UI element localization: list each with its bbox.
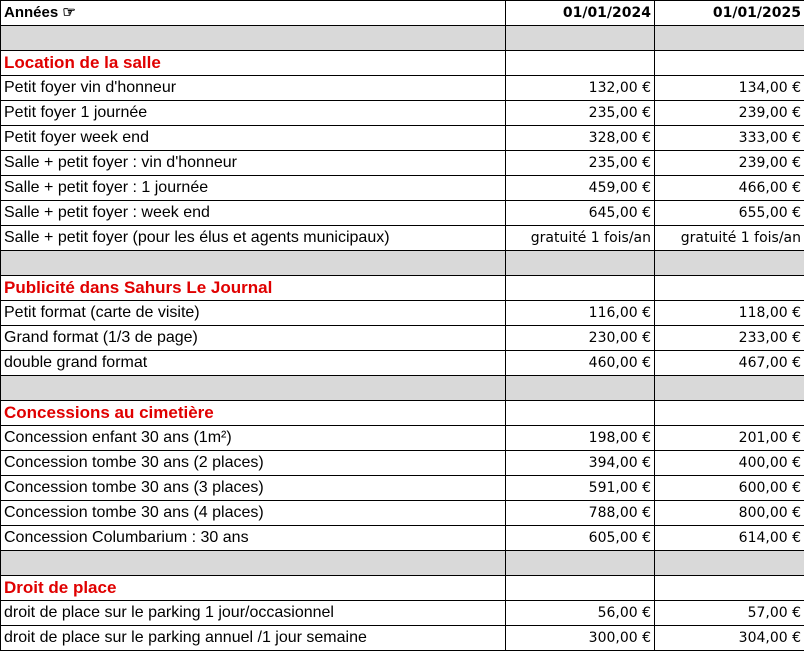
item-label[interactable]: Concession tombe 30 ans (2 places) — [1, 451, 506, 476]
pointing-hand-icon: ☞ — [62, 4, 75, 21]
separator-row — [1, 251, 804, 276]
table-row — [1, 601, 804, 626]
table-row — [1, 126, 804, 151]
empty-cell[interactable] — [655, 576, 804, 601]
price-2025[interactable]: gratuité 1 fois/an — [655, 226, 804, 251]
item-label[interactable]: Salle + petit foyer : week end — [1, 201, 506, 226]
section-title[interactable]: Concessions au cimetière — [1, 401, 506, 426]
header-year-2024[interactable]: 01/01/2024 — [506, 1, 655, 26]
separator-cell[interactable] — [655, 551, 804, 576]
separator-cell[interactable] — [1, 551, 506, 576]
separator-cell[interactable] — [655, 251, 804, 276]
table-row — [1, 626, 804, 651]
header-year-2025[interactable]: 01/01/2025 — [655, 1, 804, 26]
price-2024[interactable]: 394,00 € — [506, 451, 655, 476]
item-label[interactable]: Salle + petit foyer (pour les élus et agents municipaux) — [1, 226, 506, 251]
table-row — [1, 476, 804, 501]
price-2024[interactable]: 591,00 € — [506, 476, 655, 501]
separator-cell[interactable] — [506, 376, 655, 401]
table-row — [1, 301, 804, 326]
price-2025[interactable]: 333,00 € — [655, 126, 804, 151]
section-header-row — [1, 51, 804, 76]
price-2025[interactable]: 57,00 € — [655, 601, 804, 626]
price-2025[interactable]: 400,00 € — [655, 451, 804, 476]
separator-cell[interactable] — [506, 551, 655, 576]
empty-cell[interactable] — [506, 276, 655, 301]
item-label[interactable]: Petit format (carte de visite) — [1, 301, 506, 326]
price-2024[interactable]: 460,00 € — [506, 351, 655, 376]
price-2024[interactable]: 198,00 € — [506, 426, 655, 451]
header-label: Années — [4, 4, 58, 21]
header-row — [1, 1, 804, 26]
price-2025[interactable]: 467,00 € — [655, 351, 804, 376]
separator-cell[interactable] — [1, 376, 506, 401]
price-2024[interactable]: 230,00 € — [506, 326, 655, 351]
price-2025[interactable]: 233,00 € — [655, 326, 804, 351]
table-row — [1, 351, 804, 376]
price-2025[interactable]: 655,00 € — [655, 201, 804, 226]
table-row — [1, 501, 804, 526]
item-label[interactable]: Concession tombe 30 ans (3 places) — [1, 476, 506, 501]
table-row — [1, 426, 804, 451]
empty-cell[interactable] — [655, 51, 804, 76]
item-label[interactable]: Grand format (1/3 de page) — [1, 326, 506, 351]
table-row — [1, 451, 804, 476]
price-2025[interactable]: 800,00 € — [655, 501, 804, 526]
section-title[interactable]: Droit de place — [1, 576, 506, 601]
table-row — [1, 101, 804, 126]
table-row — [1, 76, 804, 101]
item-label[interactable]: double grand format — [1, 351, 506, 376]
separator-cell[interactable] — [506, 251, 655, 276]
header-label-cell[interactable] — [1, 1, 506, 26]
price-2024[interactable]: 235,00 € — [506, 101, 655, 126]
price-2025[interactable]: 304,00 € — [655, 626, 804, 651]
empty-cell[interactable] — [506, 576, 655, 601]
item-label[interactable]: Concession Columbarium : 30 ans — [1, 526, 506, 551]
price-2025[interactable]: 134,00 € — [655, 76, 804, 101]
price-2025[interactable]: 201,00 € — [655, 426, 804, 451]
price-2025[interactable]: 614,00 € — [655, 526, 804, 551]
table-row — [1, 176, 804, 201]
empty-cell[interactable] — [506, 51, 655, 76]
price-2024[interactable]: 645,00 € — [506, 201, 655, 226]
price-2024[interactable]: 605,00 € — [506, 526, 655, 551]
table-row — [1, 201, 804, 226]
price-2024[interactable]: 328,00 € — [506, 126, 655, 151]
table-row — [1, 326, 804, 351]
item-label[interactable]: droit de place sur le parking annuel /1 jour semaine — [1, 626, 506, 651]
empty-cell[interactable] — [655, 276, 804, 301]
item-label[interactable]: Salle + petit foyer : vin d'honneur — [1, 151, 506, 176]
separator-row — [1, 376, 804, 401]
item-label[interactable]: droit de place sur le parking 1 jour/occasionnel — [1, 601, 506, 626]
empty-cell[interactable] — [655, 401, 804, 426]
separator-cell[interactable] — [506, 26, 655, 51]
separator-row — [1, 26, 804, 51]
price-2024[interactable]: 132,00 € — [506, 76, 655, 101]
price-2025[interactable]: 600,00 € — [655, 476, 804, 501]
price-2024[interactable]: 56,00 € — [506, 601, 655, 626]
section-title[interactable]: Publicité dans Sahurs Le Journal — [1, 276, 506, 301]
price-2025[interactable]: 118,00 € — [655, 301, 804, 326]
section-header-row — [1, 276, 804, 301]
item-label[interactable]: Salle + petit foyer : 1 journée — [1, 176, 506, 201]
item-label[interactable]: Petit foyer week end — [1, 126, 506, 151]
price-2025[interactable]: 239,00 € — [655, 151, 804, 176]
separator-cell[interactable] — [655, 376, 804, 401]
section-header-row — [1, 401, 804, 426]
price-2024[interactable]: 459,00 € — [506, 176, 655, 201]
price-2024[interactable]: 116,00 € — [506, 301, 655, 326]
separator-cell[interactable] — [1, 251, 506, 276]
item-label[interactable]: Petit foyer 1 journée — [1, 101, 506, 126]
table-row — [1, 226, 804, 251]
price-2024[interactable]: 235,00 € — [506, 151, 655, 176]
separator-cell[interactable] — [1, 26, 506, 51]
section-title[interactable]: Location de la salle — [1, 51, 506, 76]
item-label[interactable]: Concession tombe 30 ans (4 places) — [1, 501, 506, 526]
item-label[interactable]: Petit foyer vin d'honneur — [1, 76, 506, 101]
price-2025[interactable]: 466,00 € — [655, 176, 804, 201]
price-2024[interactable]: gratuité 1 fois/an — [506, 226, 655, 251]
section-header-row — [1, 576, 804, 601]
item-label[interactable]: Concession enfant 30 ans (1m²) — [1, 426, 506, 451]
separator-row — [1, 551, 804, 576]
table-row — [1, 151, 804, 176]
price-2025[interactable]: 239,00 € — [655, 101, 804, 126]
separator-cell[interactable] — [655, 26, 804, 51]
price-2024[interactable]: 788,00 € — [506, 501, 655, 526]
table-row — [1, 526, 804, 551]
price-2024[interactable]: 300,00 € — [506, 626, 655, 651]
empty-cell[interactable] — [506, 401, 655, 426]
